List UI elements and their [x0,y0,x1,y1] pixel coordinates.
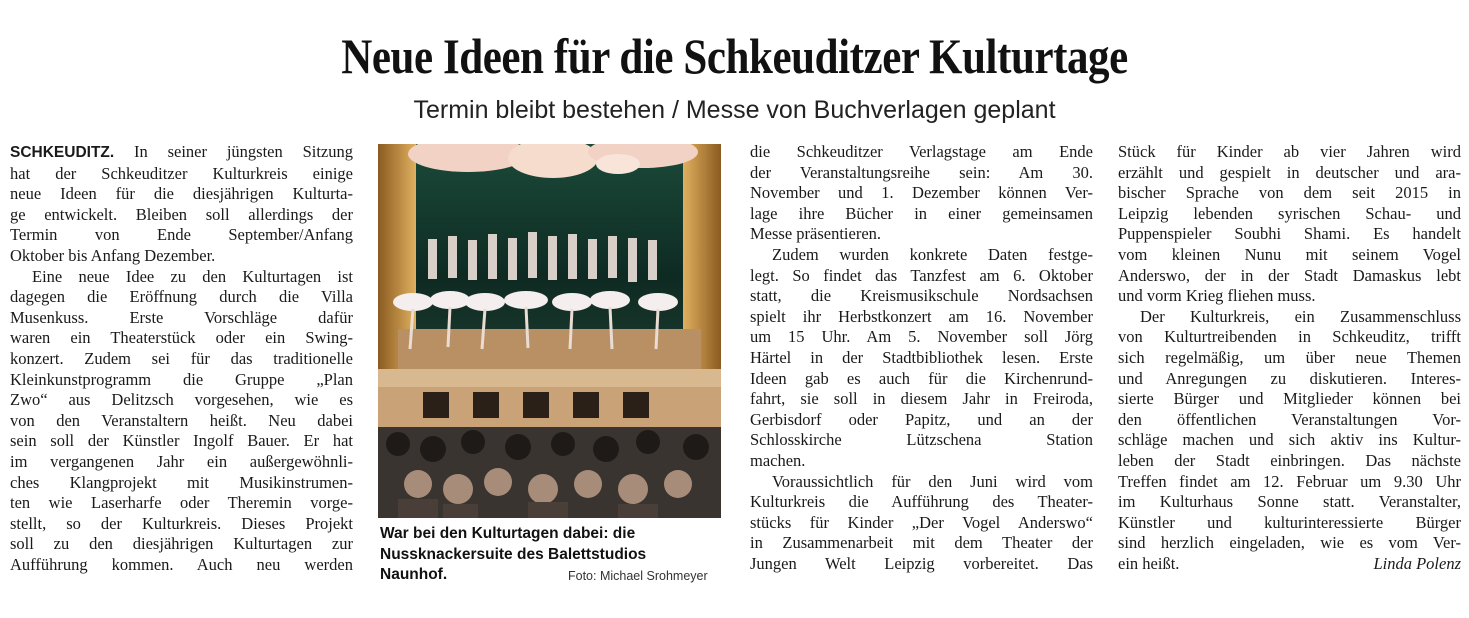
article-photo [378,144,721,518]
article-column-3: die Schkeuditzer Verlagstage am Ende der Veranstaltungsreihe sein: Am 30. November und 1. Dezember können Ver- lage ihre Bücher in einer gemeinsamen Messe präsentieren. Zudem wurden konkrete Daten festge- legt. So findet das Tanzfest am 6. Oktober statt, die Kreismusikschule Nordsachsen spielt ihr Herbstkonzert am 16. November um 15 Uhr. Am 5. November soll Jörg Härtel in der Stadtbibliothek lesen. Erste Ideen gab es auch für die Kirchenrund- fahrt, sie soll in diesem Jahr in Freiroda, Gerbisdorf oder Papitz, und an der Schlosskirche Lützschena Station machen. Voraussichtlich für den Juni wird vom Kulturkreis die Aufführung des Theater- stücks für Kinder „Der Vogel Anderswo“ in Zusammenarbeit mit dem Theater der Jungen Welt Leipzig vorbereitet. Das [750,142,1093,573]
article-column-1: SCHKEUDITZ. In seiner jüngsten Sitzung hat der Schkeuditzer Kulturkreis einige neue Ideen für die diesjährigen Kulturta- ge entwickelt. Bleiben soll allerdings der Termin von Ende September/Anfang Oktober bis Anfang Dezember. Eine neue Idee zu den Kulturtagen ist dagegen die Eröffnung durch die Villa Musenkuss. Erste Vorschläge dafür waren ein Theaterstück oder ein Swing- konzert. Zudem sei für das traditionelle Kleinkunstprogramm die Gruppe „Plan Zwo“ aus Delitzsch vorgesehen, wie es von den Veranstaltern heißt. Neu dabei sein soll der Künstler Ingolf Bauer. Er hat im vergangenen Jahr ein außergewöhnli- ches Klangprojekt mit Musikinstrumen- ten wie Laserharfe oder Theremin vorge- stellt, so der Kulturkreis. Dieses Projekt soll zu den diesjährigen Kulturtagen zur Aufführung kommen. Auch neu werden [10,142,353,574]
stage-photo-illustration [378,144,721,518]
article-column-4: Stück für Kinder ab vier Jahren wird erzählt und gespielt in deutscher und ara- bischer Sprache von dem seit 2015 in Leipzig lebenden syrischen Schau- und Puppenspieler Soubhi Shami. Es handelt vom kleinen Nunu mit seinem Vogel Anderswo, der in der Stadt Damaskus lebt und vorm Krieg fliehen muss. Der Kulturkreis, ein Zusammenschluss von Kulturtreibenden in Schkeuditz, trifft sich regelmäßig, um über neue Themen und Anregungen zu diskutieren. Interes- sierte Bürger und Mitglieder können bei den öffentlichen Veranstaltungen Vor- schläge machen und sich aktiv ins Kultur- leben der Stadt einbringen. Das nächste Treffen findet am 12. Februar um 9.30 Uhr im Kulturhaus Sonne statt. Veranstalter, Künstler und kulturinteressierte Bürger sind herzlich eingeladen, wie es vom Ver- ein heißt. Linda Polenz [1118,142,1461,573]
photo-caption: War bei den Kulturtagen dabei: die Nussknackersuite des Balettstudios Naunhof. [380,525,647,583]
photo-credit: Foto: Michael Srohmeyer [568,569,708,583]
dateline: SCHKEUDITZ. [10,144,115,161]
author-byline: Linda Polenz [1373,553,1461,573]
subheadline: Termin bleibt bestehen / Messe von Buchverlagen geplant [413,96,1056,124]
headline: Neue Ideen für die Schkeuditzer Kulturtage [341,28,1128,84]
